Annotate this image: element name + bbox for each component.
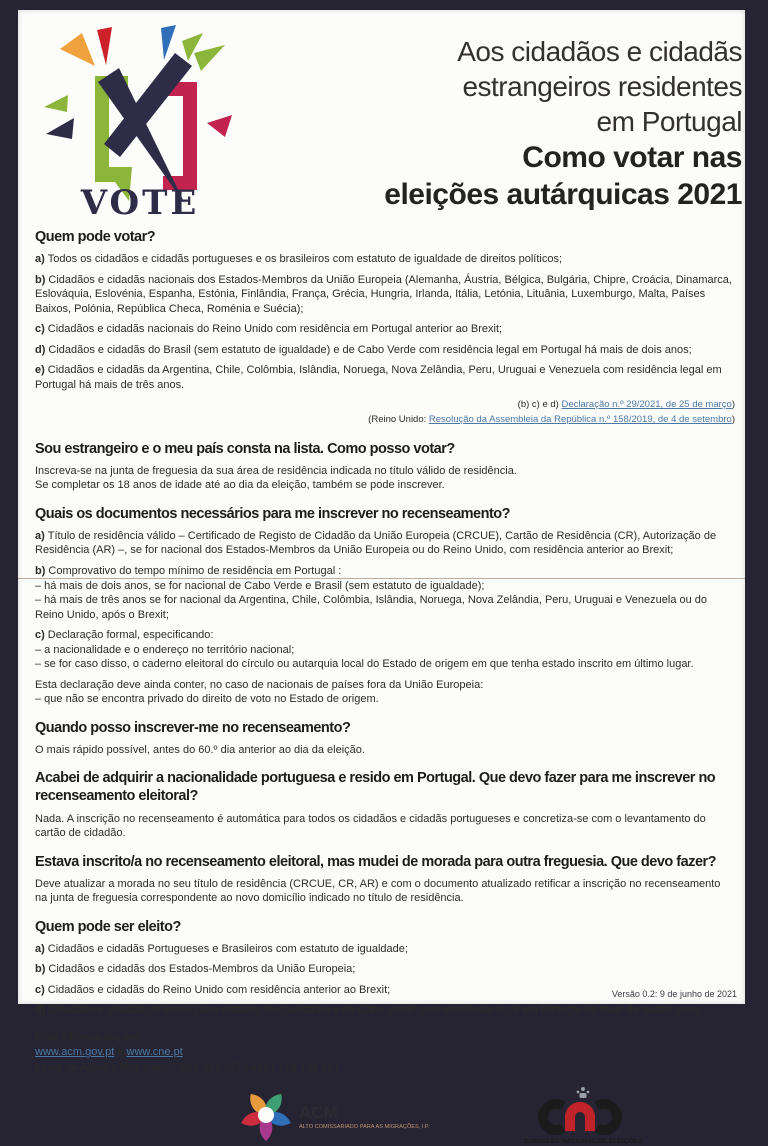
acm-logo-subtitle: ALTO COMISSARIADO PARA AS MIGRAÇÕES, I.P.	[299, 1124, 430, 1131]
ray-green-left-icon	[44, 95, 68, 112]
item-label: b)	[35, 565, 46, 577]
version-label: Versão 0.2: 9 de junho de 2021	[611, 989, 737, 999]
paragraph-text: Nada. A inscrição no recenseamento é automática para todos os cidadãos e cidadãs portugueses e concretiza-se com o levantamento do cartão de cidadão.	[35, 812, 706, 840]
paragraph-text: Inscreva-se na junta de freguesia da sua área de residência indicada no título válido de residência.	[35, 464, 517, 477]
item-text: Cidadãos e cidadãs do Brasil (sem estatuto de igualdade) e de Cabo Verde com residência legal em Portugal há mais de dois anos;	[48, 343, 692, 356]
vote-logo-text: VOTE	[80, 183, 200, 223]
resolution-link[interactable]: Resolução da Assembleia da República n.º 158/2019, de 4 de setembro	[428, 413, 732, 425]
item-label: b)	[35, 963, 46, 976]
item-text: Cidadãos e cidadãs nacionais dos Estados-Membros da União Europeia (Alemanha, Áustria, Bélgica, Bulgária, Chipre, Croácia, Dinamarca, Eslováquia, Eslovénia, Espanha, Estónia, Finlândia, França, Grécia, Hungria, Irlanda, Itália, Letónia, Lituânia, Luxemburgo, Malta, Países Baixos, Polónia, República Checa, Roménia e Suécia);	[35, 273, 732, 315]
link-separator: e	[114, 1046, 127, 1059]
list-item	[35, 529, 735, 558]
list-item	[35, 962, 735, 977]
item-text: Cidadãos e cidadãs da Argentina, Chile, Colômbia, Islândia, Noruega, Nova Zelândia, Peru, Uruguai e Venezuela com residência legal em Portugal há mais de três anos.	[35, 364, 722, 391]
ray-green-big-icon	[194, 45, 225, 71]
item-label: b)	[35, 273, 46, 286]
item-label: a)	[35, 942, 45, 955]
list-item	[35, 1003, 735, 1018]
section-new-nationality	[35, 769, 735, 840]
legal-references	[35, 398, 735, 427]
footer-info	[35, 1030, 735, 1076]
list-item	[35, 363, 735, 392]
item-text: Todos os cidadãos e cidadãs portugueses e os brasileiros com estatuto de igualdade de direitos políticos;	[47, 253, 563, 266]
section-heading: Sou estrangeiro e o meu país consta na lista. Como posso votar?	[35, 440, 455, 457]
sub-item: – se for caso disso, o caderno eleitoral do círculo ou autarquia local do Estado de origem em que tenha estado inscrito em último lugar.	[35, 658, 694, 671]
footer-logos	[35, 1084, 735, 1146]
list-item	[35, 942, 735, 957]
list-item	[35, 628, 735, 643]
list-item	[35, 252, 735, 267]
cne-logo	[523, 1084, 655, 1146]
reference-suffix: )	[731, 399, 735, 411]
acm-pinwheel-icon	[239, 1090, 292, 1141]
section-heading: Acabei de adquirir a nacionalidade portuguesa e resido em Portugal. Que devo fazer para me inscrever no recenseamento eleitoral?	[35, 770, 716, 805]
title-bold-line-1: Como votar nas	[522, 141, 742, 174]
reference-prefix: (Reino Unido:	[368, 413, 429, 425]
title-line-1: Aos cidadãos e cidadãs	[457, 36, 742, 67]
ray-orange-icon	[60, 33, 95, 66]
reference-line	[35, 413, 735, 428]
scan-artifact-line	[18, 578, 745, 579]
reference-suffix: )	[731, 413, 735, 425]
item-text: Título de residência válido – Certificado de Registo de Cidadão da União Europeia (CRCUE), Cartão de Residência (CR), Autorização de Residência (AR) –, se for nacional dos Estados-Membros da União Europeia ou do Reino Unido, com residência anterior ao Brexit;	[35, 529, 717, 557]
reference-prefix: (b) c) e d)	[517, 399, 562, 411]
section-heading: Quando posso inscrever-me no recenseamento?	[35, 719, 351, 736]
item-label: e)	[35, 364, 45, 377]
list-item	[35, 322, 735, 337]
item-text: Cidadãos e cidadãs do Reino Unido com residência anterior ao Brexit;	[47, 983, 391, 996]
item-text: Cidadãos e cidadãs Portugueses e Brasileiros com estatuto de igualdade;	[47, 942, 408, 955]
item-label: d)	[35, 343, 46, 356]
reference-line	[35, 398, 735, 413]
section-heading: Estava inscrito/a no recenseamento eleitoral, mas mudei de morada para outra freguesia. Que devo fazer?	[35, 853, 717, 870]
item-label: c)	[35, 629, 45, 642]
item-text: Comprovativo do tempo mínimo de residência em Portugal :	[48, 565, 342, 577]
more-info-label: Mais informações em:	[35, 1030, 143, 1043]
cne-crest-icon	[577, 1087, 590, 1098]
section-documents-needed	[35, 505, 735, 707]
sub-item: – que não se encontra privado do direito de voto no Estado de origem.	[35, 693, 379, 706]
ray-red-icon	[97, 27, 112, 65]
section-who-can-be-elected	[35, 918, 735, 1018]
paragraph-text: O mais rápido possível, antes do 60.º dia anterior ao dia da eleição.	[35, 743, 365, 756]
section-how-to-vote	[35, 440, 735, 493]
item-label: c)	[35, 983, 45, 996]
acm-logo-text: ACM	[299, 1103, 338, 1123]
cne-logo-text: COMISSÃO NACIONAL DE ELEIÇÕES	[523, 1138, 643, 1146]
list-item	[35, 343, 735, 358]
item-text: Cidadãos e cidadãs nacionais do Reino Unido com residência em Portugal anterior ao Brexit;	[47, 323, 503, 336]
sub-item: – há mais de dois anos, se for nacional de Cabo Verde e Brasil (sem estatuto de igualdade);	[35, 579, 485, 592]
title-line-2: estrangeiros residentes	[462, 71, 742, 102]
item-text: Cidadãos e cidadãs dos Estados-Membros da União Europeia;	[48, 963, 356, 976]
acm-logo	[235, 1084, 430, 1146]
section-when-register	[35, 719, 735, 758]
paragraph-text: Deve atualizar a morada no seu título de residência (CRCUE, CR, AR) e com o documento atualizado retificar a inscrição no recenseamento na junta de freguesia correspondente ao novo domicílio indicado no título de residência.	[35, 877, 721, 905]
declaration-link[interactable]: Declaração n.º 29/2021, de 25 de março	[561, 399, 732, 411]
cne-site-link[interactable]: www.cne.pt	[126, 1046, 183, 1059]
list-item	[35, 273, 735, 317]
item-text: Declaração formal, especificando:	[47, 629, 214, 642]
paragraph-text: Se completar os 18 anos de idade até ao dia da eleição, também se pode inscrever.	[35, 479, 445, 492]
section-address-change	[35, 853, 735, 906]
sub-item: – há mais de três anos se for nacional da Argentina, Chile, Colômbia, Islândia, Noruega, Nova Zelândia, Peru, Uruguai e Venezuela ou do Reino Unido, após o Brexit;	[35, 594, 708, 621]
page-title	[384, 34, 742, 213]
item-label: a)	[35, 529, 45, 542]
ray-dark-left-icon	[46, 118, 74, 139]
item-text: Cidadãos e cidadãs do Brasil (sem estatuto de igualdade) e de Cabo Verde com residência legal em Portugal há mais de quatro anos.	[48, 1004, 703, 1017]
section-heading: Quem pode ser eleito?	[35, 918, 181, 935]
cne-letters-icon	[543, 1104, 617, 1131]
ray-crimson-right-icon	[207, 115, 232, 137]
info-links	[35, 1045, 735, 1060]
section-heading: Quem pode votar?	[35, 229, 156, 245]
acm-site-link[interactable]: www.acm.gov.pt	[35, 1046, 115, 1059]
paragraph-text: Esta declaração deve ainda conter, no caso de nacionais de países fora da União Europeia:	[35, 678, 484, 691]
item-label: c)	[35, 323, 45, 336]
vote-logo	[35, 24, 250, 223]
support-line: Linha de Apoio a Migrantes – 808 257 257 | +351 218 106 191	[35, 1061, 340, 1074]
item-label: d)	[35, 1004, 46, 1017]
header	[35, 10, 742, 223]
title-line-3: em Portugal	[596, 106, 742, 137]
section-heading: Quais os documentos necessários para me inscrever no recenseamento?	[35, 505, 511, 522]
title-bold-line-2: eleições autárquicas 2021	[384, 178, 742, 211]
sub-item: – a nacionalidade e o endereço no território nacional;	[35, 643, 295, 656]
item-label: a)	[35, 253, 45, 266]
section-who-can-vote	[35, 228, 735, 428]
document-page	[18, 10, 745, 1146]
list-item	[35, 564, 735, 579]
